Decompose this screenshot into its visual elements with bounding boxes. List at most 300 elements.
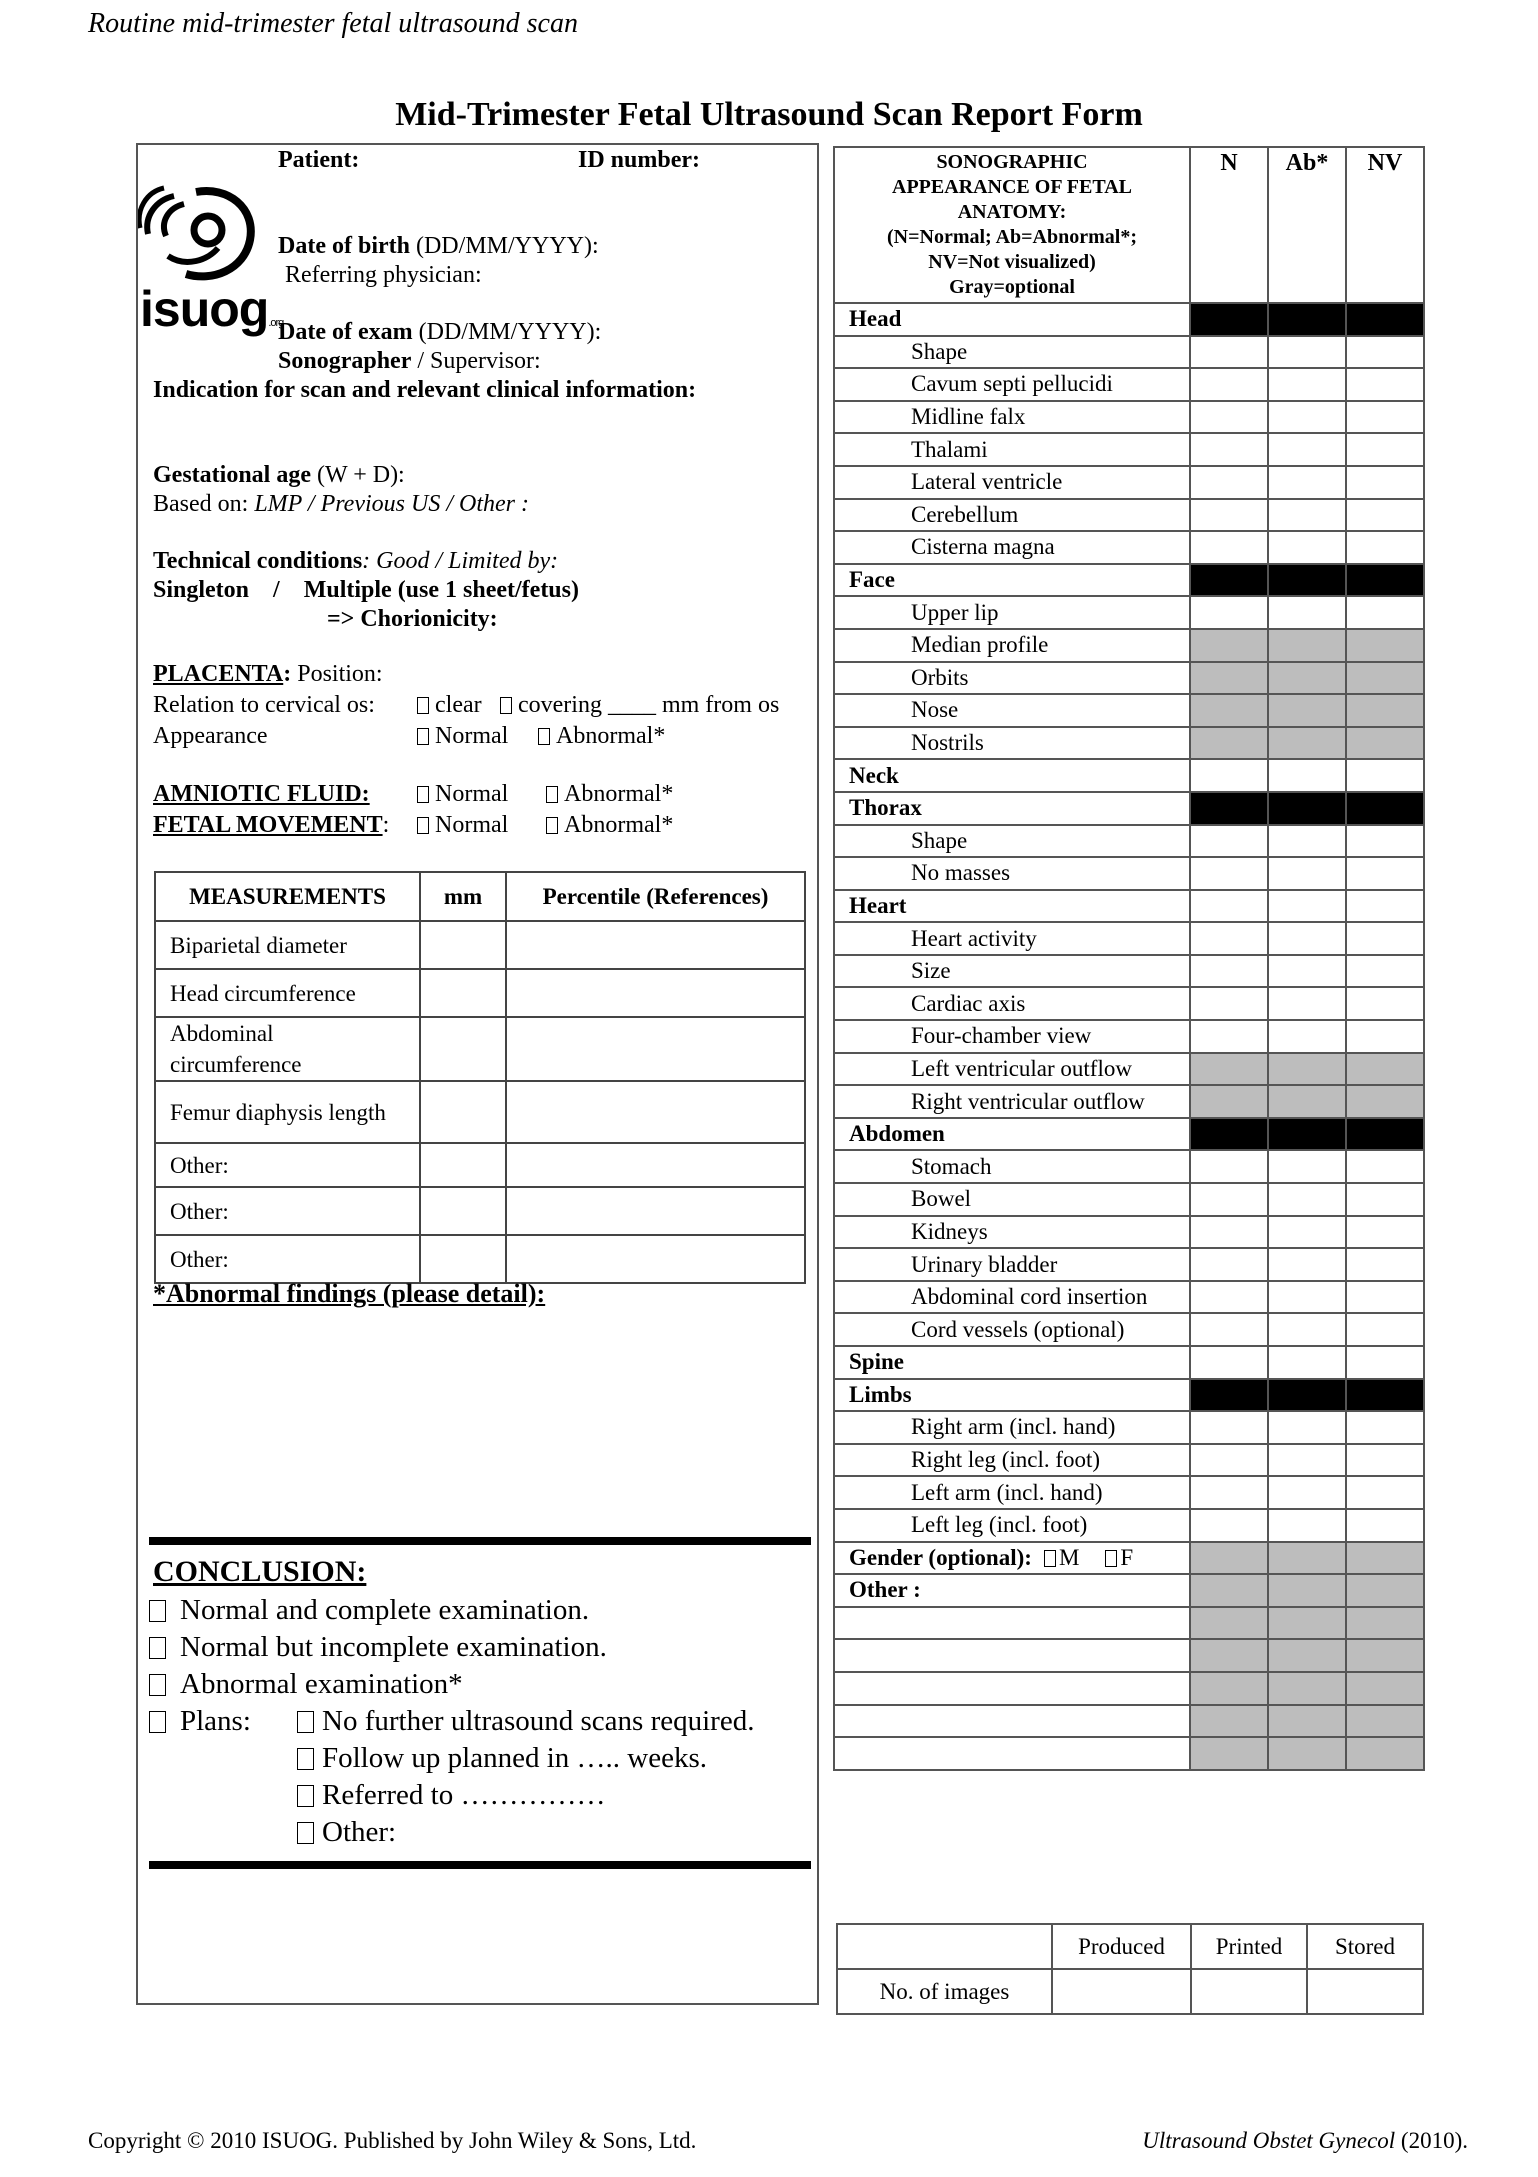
anatomy-item: Heart activity <box>834 922 1190 955</box>
gender-f-option[interactable]: F <box>1105 1545 1133 1570</box>
anatomy-item: Shape <box>834 825 1190 858</box>
cell-nv[interactable] <box>1346 694 1424 727</box>
images-col-printed: Printed <box>1191 1924 1307 1969</box>
anatomy-row <box>834 1085 1424 1118</box>
anatomy-item: Midline falx <box>834 401 1190 434</box>
cell-n[interactable] <box>1190 857 1268 890</box>
amniotic-abnormal-option[interactable]: Abnormal* <box>546 781 673 808</box>
cell-n[interactable] <box>1190 662 1268 695</box>
measurement-label: Femur diaphysis length <box>155 1081 420 1143</box>
cell-nv[interactable] <box>1346 1737 1424 1770</box>
cell-nv[interactable] <box>1346 825 1424 858</box>
movement-normal-option[interactable]: Normal <box>417 812 508 839</box>
cell-n[interactable] <box>1190 694 1268 727</box>
patient-label: Patient: <box>278 147 360 173</box>
cell-nv[interactable] <box>1346 1705 1424 1738</box>
produced-cell[interactable] <box>1052 1969 1191 2014</box>
anatomy-row <box>834 1639 1424 1672</box>
cell-ab[interactable] <box>1268 1509 1346 1542</box>
checkbox-icon[interactable] <box>546 817 558 834</box>
cell-n[interactable] <box>1190 531 1268 564</box>
checkbox-icon[interactable] <box>417 697 429 714</box>
mm-cell[interactable] <box>420 1187 506 1235</box>
anatomy-header <box>834 147 1424 303</box>
cell-nv[interactable] <box>1346 466 1424 499</box>
anatomy-row <box>834 1313 1424 1346</box>
cell-n[interactable] <box>1190 759 1268 792</box>
isuog-logo-icon <box>138 178 258 288</box>
gestational-age: Gestational age (W + D): <box>153 462 405 488</box>
cell-nv[interactable] <box>1346 1085 1424 1118</box>
chorionicity: => Chorionicity: <box>327 606 498 632</box>
anatomy-row <box>834 531 1424 564</box>
anatomy-item: Nostrils <box>834 727 1190 760</box>
anatomy-item <box>834 1639 1190 1672</box>
anatomy-item: Nose <box>834 694 1190 727</box>
cell-ab[interactable] <box>1268 1346 1346 1379</box>
cell-nv[interactable] <box>1346 1313 1424 1346</box>
cell-ab[interactable] <box>1268 922 1346 955</box>
cell-nv[interactable] <box>1346 922 1424 955</box>
cell-ab[interactable] <box>1268 1672 1346 1705</box>
cell-ab[interactable] <box>1268 433 1346 466</box>
anatomy-item <box>834 1705 1190 1738</box>
anatomy-row <box>834 499 1424 532</box>
cell-n[interactable] <box>1190 1639 1268 1672</box>
cell-n[interactable] <box>1190 890 1268 923</box>
cell-ab[interactable] <box>1268 727 1346 760</box>
cell-ab[interactable] <box>1268 1183 1346 1216</box>
appearance-normal-option[interactable]: Normal <box>417 723 508 750</box>
percentile-cell[interactable] <box>506 1235 805 1283</box>
cell-ab[interactable] <box>1268 1574 1346 1607</box>
anatomy-row <box>834 1509 1424 1542</box>
anatomy-category: Limbs <box>834 1379 1190 1412</box>
cell-n[interactable] <box>1190 727 1268 760</box>
cell-ab[interactable] <box>1268 662 1346 695</box>
cell-n[interactable] <box>1190 1574 1268 1607</box>
conclusion-abnormal[interactable]: Abnormal examination* <box>149 1668 463 1701</box>
anatomy-row <box>834 1118 1424 1151</box>
checkbox-icon[interactable] <box>149 1637 166 1659</box>
mm-cell[interactable] <box>420 1081 506 1143</box>
checkbox-icon[interactable] <box>297 1822 314 1844</box>
cell-nv[interactable] <box>1346 759 1424 792</box>
cervical-covering-option[interactable]: covering ____ mm from os <box>500 692 779 719</box>
measurements-header <box>155 872 805 921</box>
anatomy-row <box>834 629 1424 662</box>
cell-n[interactable] <box>1190 401 1268 434</box>
cell-nv[interactable] <box>1346 401 1424 434</box>
images-row-label: No. of images <box>837 1969 1052 2014</box>
anatomy-row <box>834 825 1424 858</box>
gender-m-option[interactable]: M <box>1044 1545 1079 1570</box>
cell-nv[interactable] <box>1346 987 1424 1020</box>
anatomy-row <box>834 662 1424 695</box>
anatomy-item: Lateral ventricle <box>834 466 1190 499</box>
anatomy-item: Orbits <box>834 662 1190 695</box>
cell-nv[interactable] <box>1346 531 1424 564</box>
cell-n[interactable] <box>1190 1216 1268 1249</box>
images-table <box>836 1923 1424 2015</box>
anatomy-row <box>834 857 1424 890</box>
plan-follow-up[interactable]: Follow up planned in ….. weeks. <box>297 1742 707 1775</box>
images-corner-cell <box>837 1924 1052 1969</box>
cell-nv[interactable] <box>1346 629 1424 662</box>
cell-n <box>1190 792 1268 825</box>
cell-ab[interactable] <box>1268 825 1346 858</box>
cell-n[interactable] <box>1190 922 1268 955</box>
anatomy-row <box>834 759 1424 792</box>
cell-ab[interactable] <box>1268 1020 1346 1053</box>
anatomy-item: Cardiac axis <box>834 987 1190 1020</box>
cell-ab[interactable] <box>1268 1313 1346 1346</box>
anatomy-category: Heart <box>834 890 1190 923</box>
anatomy-table <box>833 146 1425 1771</box>
cell-n[interactable] <box>1190 1542 1268 1575</box>
anatomy-row <box>834 1150 1424 1183</box>
conclusion-normal-incomplete[interactable]: Normal but incomplete examination. <box>149 1631 607 1664</box>
stored-cell[interactable] <box>1307 1969 1423 2014</box>
cell-nv[interactable] <box>1346 662 1424 695</box>
technical-conditions: Technical conditions: Good / Limited by: <box>153 548 559 574</box>
anatomy-item: Cisterna magna <box>834 531 1190 564</box>
singleton-multiple: Singleton / Multiple (use 1 sheet/fetus) <box>153 577 579 603</box>
anatomy-header-line: (N=Normal; Ab=Abnormal*; <box>887 226 1137 248</box>
cell-n[interactable] <box>1190 1313 1268 1346</box>
cell-nv[interactable] <box>1346 499 1424 532</box>
checkbox-icon[interactable] <box>1105 1550 1117 1567</box>
cell-n[interactable] <box>1190 629 1268 662</box>
cell-nv[interactable] <box>1346 1216 1424 1249</box>
anatomy-row <box>834 1672 1424 1705</box>
mm-cell[interactable] <box>420 969 506 1017</box>
cell-n <box>1190 1379 1268 1412</box>
checkbox-icon[interactable] <box>297 1748 314 1770</box>
cell-nv[interactable] <box>1346 955 1424 988</box>
anatomy-item: Kidneys <box>834 1216 1190 1249</box>
anatomy-item: Bowel <box>834 1183 1190 1216</box>
cell-nv[interactable] <box>1346 1574 1424 1607</box>
cell-n[interactable] <box>1190 1281 1268 1314</box>
page-title: Mid-Trimester Fetal Ultrasound Scan Report Form <box>395 96 1143 133</box>
cell-ab[interactable] <box>1268 890 1346 923</box>
cell-n[interactable] <box>1190 1444 1268 1477</box>
checkbox-icon[interactable] <box>546 786 558 803</box>
anatomy-row <box>834 336 1424 369</box>
cell-nv[interactable] <box>1346 1542 1424 1575</box>
conclusion-plans[interactable]: Plans: <box>149 1705 251 1738</box>
anatomy-category: Thorax <box>834 792 1190 825</box>
table-row <box>155 1187 805 1235</box>
movement-abnormal-option[interactable]: Abnormal* <box>546 812 673 839</box>
cell-nv[interactable] <box>1346 1607 1424 1640</box>
cell-nv[interactable] <box>1346 433 1424 466</box>
cell-nv[interactable] <box>1346 1509 1424 1542</box>
cell-ab[interactable] <box>1268 368 1346 401</box>
cervical-clear-option[interactable]: clear <box>417 692 482 719</box>
cell-ab <box>1268 564 1346 597</box>
cell-nv[interactable] <box>1346 1281 1424 1314</box>
conclusion-bottom-rule <box>149 1861 811 1869</box>
table-row <box>155 1235 805 1283</box>
gender-label: Gender (optional): M F <box>834 1542 1190 1575</box>
anatomy-row <box>834 987 1424 1020</box>
appearance-abnormal-option[interactable]: Abnormal* <box>538 723 665 750</box>
anatomy-row <box>834 922 1424 955</box>
cell-n[interactable] <box>1190 1509 1268 1542</box>
anatomy-item: Left arm (incl. hand) <box>834 1476 1190 1509</box>
cell-nv[interactable] <box>1346 596 1424 629</box>
cell-n[interactable] <box>1190 1053 1268 1086</box>
anatomy-row <box>834 401 1424 434</box>
cell-ab[interactable] <box>1268 1542 1346 1575</box>
measurements-table <box>154 871 806 1284</box>
based-on: Based on: LMP / Previous US / Other : <box>153 491 529 517</box>
cell-n[interactable] <box>1190 987 1268 1020</box>
cell-n[interactable] <box>1190 1705 1268 1738</box>
anatomy-item: Thalami <box>834 433 1190 466</box>
plan-no-further-scans[interactable]: No further ultrasound scans required. <box>297 1705 754 1738</box>
cell-nv[interactable] <box>1346 727 1424 760</box>
column-normal: N <box>1190 147 1268 303</box>
cell-nv[interactable] <box>1346 857 1424 890</box>
anatomy-category: Spine <box>834 1346 1190 1379</box>
measurement-label: Other: <box>155 1143 420 1187</box>
cell-ab[interactable] <box>1268 1607 1346 1640</box>
anatomy-item: Abdominal cord insertion <box>834 1281 1190 1314</box>
column-not-visualized: NV <box>1346 147 1424 303</box>
anatomy-header-line: SONOGRAPHIC <box>936 151 1088 173</box>
cell-n[interactable] <box>1190 1672 1268 1705</box>
cell-nv[interactable] <box>1346 1476 1424 1509</box>
cell-nv <box>1346 564 1424 597</box>
anatomy-header-line: APPEARANCE OF FETAL <box>892 176 1132 198</box>
cell-nv[interactable] <box>1346 1248 1424 1281</box>
cell-ab[interactable] <box>1268 629 1346 662</box>
percentile-cell[interactable] <box>506 1187 805 1235</box>
cell-ab <box>1268 792 1346 825</box>
conclusion-normal-complete[interactable]: Normal and complete examination. <box>149 1594 589 1627</box>
indication-label: Indication for scan and relevant clinical information: <box>153 377 697 403</box>
cell-n[interactable] <box>1190 1085 1268 1118</box>
anatomy-row <box>834 1379 1424 1412</box>
cell-ab[interactable] <box>1268 1216 1346 1249</box>
table-row <box>155 1081 805 1143</box>
cell-ab[interactable] <box>1268 466 1346 499</box>
anatomy-row <box>834 1607 1424 1640</box>
amniotic-normal-option[interactable]: Normal <box>417 781 508 808</box>
cell-nv <box>1346 303 1424 336</box>
column-abnormal: Ab* <box>1268 147 1346 303</box>
cell-ab[interactable] <box>1268 1150 1346 1183</box>
table-row <box>155 1017 805 1081</box>
cell-n[interactable] <box>1190 1737 1268 1770</box>
fetal-movement-line: FETAL MOVEMENT: <box>153 812 390 838</box>
cell-ab[interactable] <box>1268 1085 1346 1118</box>
cell-nv[interactable] <box>1346 1411 1424 1444</box>
cell-n <box>1190 564 1268 597</box>
plan-referred[interactable]: Referred to …………… <box>297 1779 606 1812</box>
anatomy-row <box>834 1444 1424 1477</box>
checkbox-icon[interactable] <box>297 1711 314 1733</box>
cell-n[interactable] <box>1190 1476 1268 1509</box>
cell-ab <box>1268 1379 1346 1412</box>
header-note: Routine mid-trimester fetal ultrasound scan <box>88 8 578 39</box>
anatomy-item: Four-chamber view <box>834 1020 1190 1053</box>
abnormal-findings-label: *Abnormal findings (please detail): <box>153 1279 546 1308</box>
checkbox-icon[interactable] <box>149 1600 166 1622</box>
cell-n[interactable] <box>1190 1150 1268 1183</box>
amniotic-fluid-label: AMNIOTIC FLUID: <box>153 781 370 807</box>
checkbox-icon[interactable] <box>417 817 429 834</box>
cell-n[interactable] <box>1190 336 1268 369</box>
checkbox-icon[interactable] <box>149 1711 166 1733</box>
percentile-cell[interactable] <box>506 921 805 969</box>
cell-n[interactable] <box>1190 1183 1268 1216</box>
id-number-label: ID number: <box>578 147 701 173</box>
cell-ab[interactable] <box>1268 499 1346 532</box>
logo-text: isuog <box>140 281 269 337</box>
cell-ab[interactable] <box>1268 531 1346 564</box>
cell-nv <box>1346 1118 1424 1151</box>
cell-ab[interactable] <box>1268 1053 1346 1086</box>
anatomy-item: Cord vessels (optional) <box>834 1313 1190 1346</box>
anatomy-row <box>834 303 1424 336</box>
footer-journal: Ultrasound Obstet Gynecol (2010). <box>1142 2128 1468 2153</box>
percentile-cell[interactable] <box>506 1081 805 1143</box>
anatomy-row <box>834 1705 1424 1738</box>
anatomy-category: Neck <box>834 759 1190 792</box>
anatomy-row <box>834 1542 1424 1575</box>
cell-ab[interactable] <box>1268 336 1346 369</box>
mm-cell[interactable] <box>420 921 506 969</box>
percentile-cell[interactable] <box>506 1143 805 1187</box>
anatomy-item: Median profile <box>834 629 1190 662</box>
cell-n[interactable] <box>1190 499 1268 532</box>
mm-cell[interactable] <box>420 1235 506 1283</box>
images-col-stored: Stored <box>1307 1924 1423 1969</box>
mm-cell[interactable] <box>420 1143 506 1187</box>
cell-nv[interactable] <box>1346 1444 1424 1477</box>
dob-line: Date of birth (DD/MM/YYYY): <box>278 233 599 259</box>
logo-suffix: .org <box>268 317 284 329</box>
cell-ab[interactable] <box>1268 596 1346 629</box>
cell-n <box>1190 303 1268 336</box>
checkbox-icon[interactable] <box>500 697 512 714</box>
cell-ab <box>1268 303 1346 336</box>
cell-n[interactable] <box>1190 1248 1268 1281</box>
cell-ab[interactable] <box>1268 1248 1346 1281</box>
footer-copyright: Copyright © 2010 ISUOG. Published by John Wiley & Sons, Ltd. <box>88 2128 697 2153</box>
cell-ab[interactable] <box>1268 1281 1346 1314</box>
measurement-label: Other: <box>155 1187 420 1235</box>
cell-n[interactable] <box>1190 1607 1268 1640</box>
anatomy-row <box>834 1248 1424 1281</box>
cell-ab[interactable] <box>1268 694 1346 727</box>
checkbox-icon[interactable] <box>1044 1550 1056 1567</box>
cell-nv[interactable] <box>1346 1020 1424 1053</box>
anatomy-category: Head <box>834 303 1190 336</box>
anatomy-row <box>834 1346 1424 1379</box>
cell-n[interactable] <box>1190 1020 1268 1053</box>
anatomy-row <box>834 890 1424 923</box>
conclusion-top-rule <box>149 1537 811 1545</box>
cell-ab[interactable] <box>1268 1737 1346 1770</box>
conclusion-title: CONCLUSION: <box>153 1555 367 1588</box>
cell-n[interactable] <box>1190 955 1268 988</box>
cell-nv[interactable] <box>1346 890 1424 923</box>
cell-ab[interactable] <box>1268 1476 1346 1509</box>
percentile-cell[interactable] <box>506 969 805 1017</box>
cell-n[interactable] <box>1190 825 1268 858</box>
cell-ab[interactable] <box>1268 1411 1346 1444</box>
anatomy-item: Urinary bladder <box>834 1248 1190 1281</box>
anatomy-row <box>834 694 1424 727</box>
cell-ab[interactable] <box>1268 759 1346 792</box>
anatomy-row <box>834 1411 1424 1444</box>
cervical-os-label: Relation to cervical os: <box>153 692 375 718</box>
cell-nv[interactable] <box>1346 1672 1424 1705</box>
percentile-cell[interactable] <box>506 1017 805 1081</box>
anatomy-row <box>834 1020 1424 1053</box>
mm-cell[interactable] <box>420 1017 506 1081</box>
cell-ab[interactable] <box>1268 401 1346 434</box>
cell-nv[interactable] <box>1346 336 1424 369</box>
checkbox-icon[interactable] <box>149 1674 166 1696</box>
measurements-col-mm: mm <box>420 872 506 921</box>
cell-nv <box>1346 792 1424 825</box>
anatomy-item <box>834 1737 1190 1770</box>
cell-ab[interactable] <box>1268 1705 1346 1738</box>
checkbox-icon[interactable] <box>417 728 429 745</box>
anatomy-item: Size <box>834 955 1190 988</box>
cell-n[interactable] <box>1190 368 1268 401</box>
measurement-label: Abdominal circumference <box>155 1017 420 1081</box>
printed-cell[interactable] <box>1191 1969 1307 2014</box>
exam-date-line: Date of exam (DD/MM/YYYY): <box>278 319 602 345</box>
cell-ab[interactable] <box>1268 987 1346 1020</box>
anatomy-row <box>834 1476 1424 1509</box>
cell-nv[interactable] <box>1346 1346 1424 1379</box>
cell-n[interactable] <box>1190 596 1268 629</box>
anatomy-item: Right arm (incl. hand) <box>834 1411 1190 1444</box>
cell-n[interactable] <box>1190 1346 1268 1379</box>
cell-n[interactable] <box>1190 433 1268 466</box>
anatomy-row <box>834 433 1424 466</box>
checkbox-icon[interactable] <box>538 728 550 745</box>
anatomy-item <box>834 1607 1190 1640</box>
cell-nv[interactable] <box>1346 1183 1424 1216</box>
checkbox-icon[interactable] <box>297 1785 314 1807</box>
anatomy-item: Cerebellum <box>834 499 1190 532</box>
checkbox-icon[interactable] <box>417 786 429 803</box>
cell-n[interactable] <box>1190 1411 1268 1444</box>
cell-nv[interactable] <box>1346 1150 1424 1183</box>
cell-nv[interactable] <box>1346 1639 1424 1672</box>
cell-n[interactable] <box>1190 466 1268 499</box>
cell-ab[interactable] <box>1268 1444 1346 1477</box>
cell-ab[interactable] <box>1268 1639 1346 1672</box>
cell-nv[interactable] <box>1346 1053 1424 1086</box>
anatomy-row <box>834 1574 1424 1607</box>
cell-ab[interactable] <box>1268 857 1346 890</box>
cell-ab[interactable] <box>1268 955 1346 988</box>
plan-other[interactable]: Other: <box>297 1816 396 1849</box>
isuog-logo <box>138 178 284 338</box>
cell-nv[interactable] <box>1346 368 1424 401</box>
anatomy-item: Cavum septi pellucidi <box>834 368 1190 401</box>
